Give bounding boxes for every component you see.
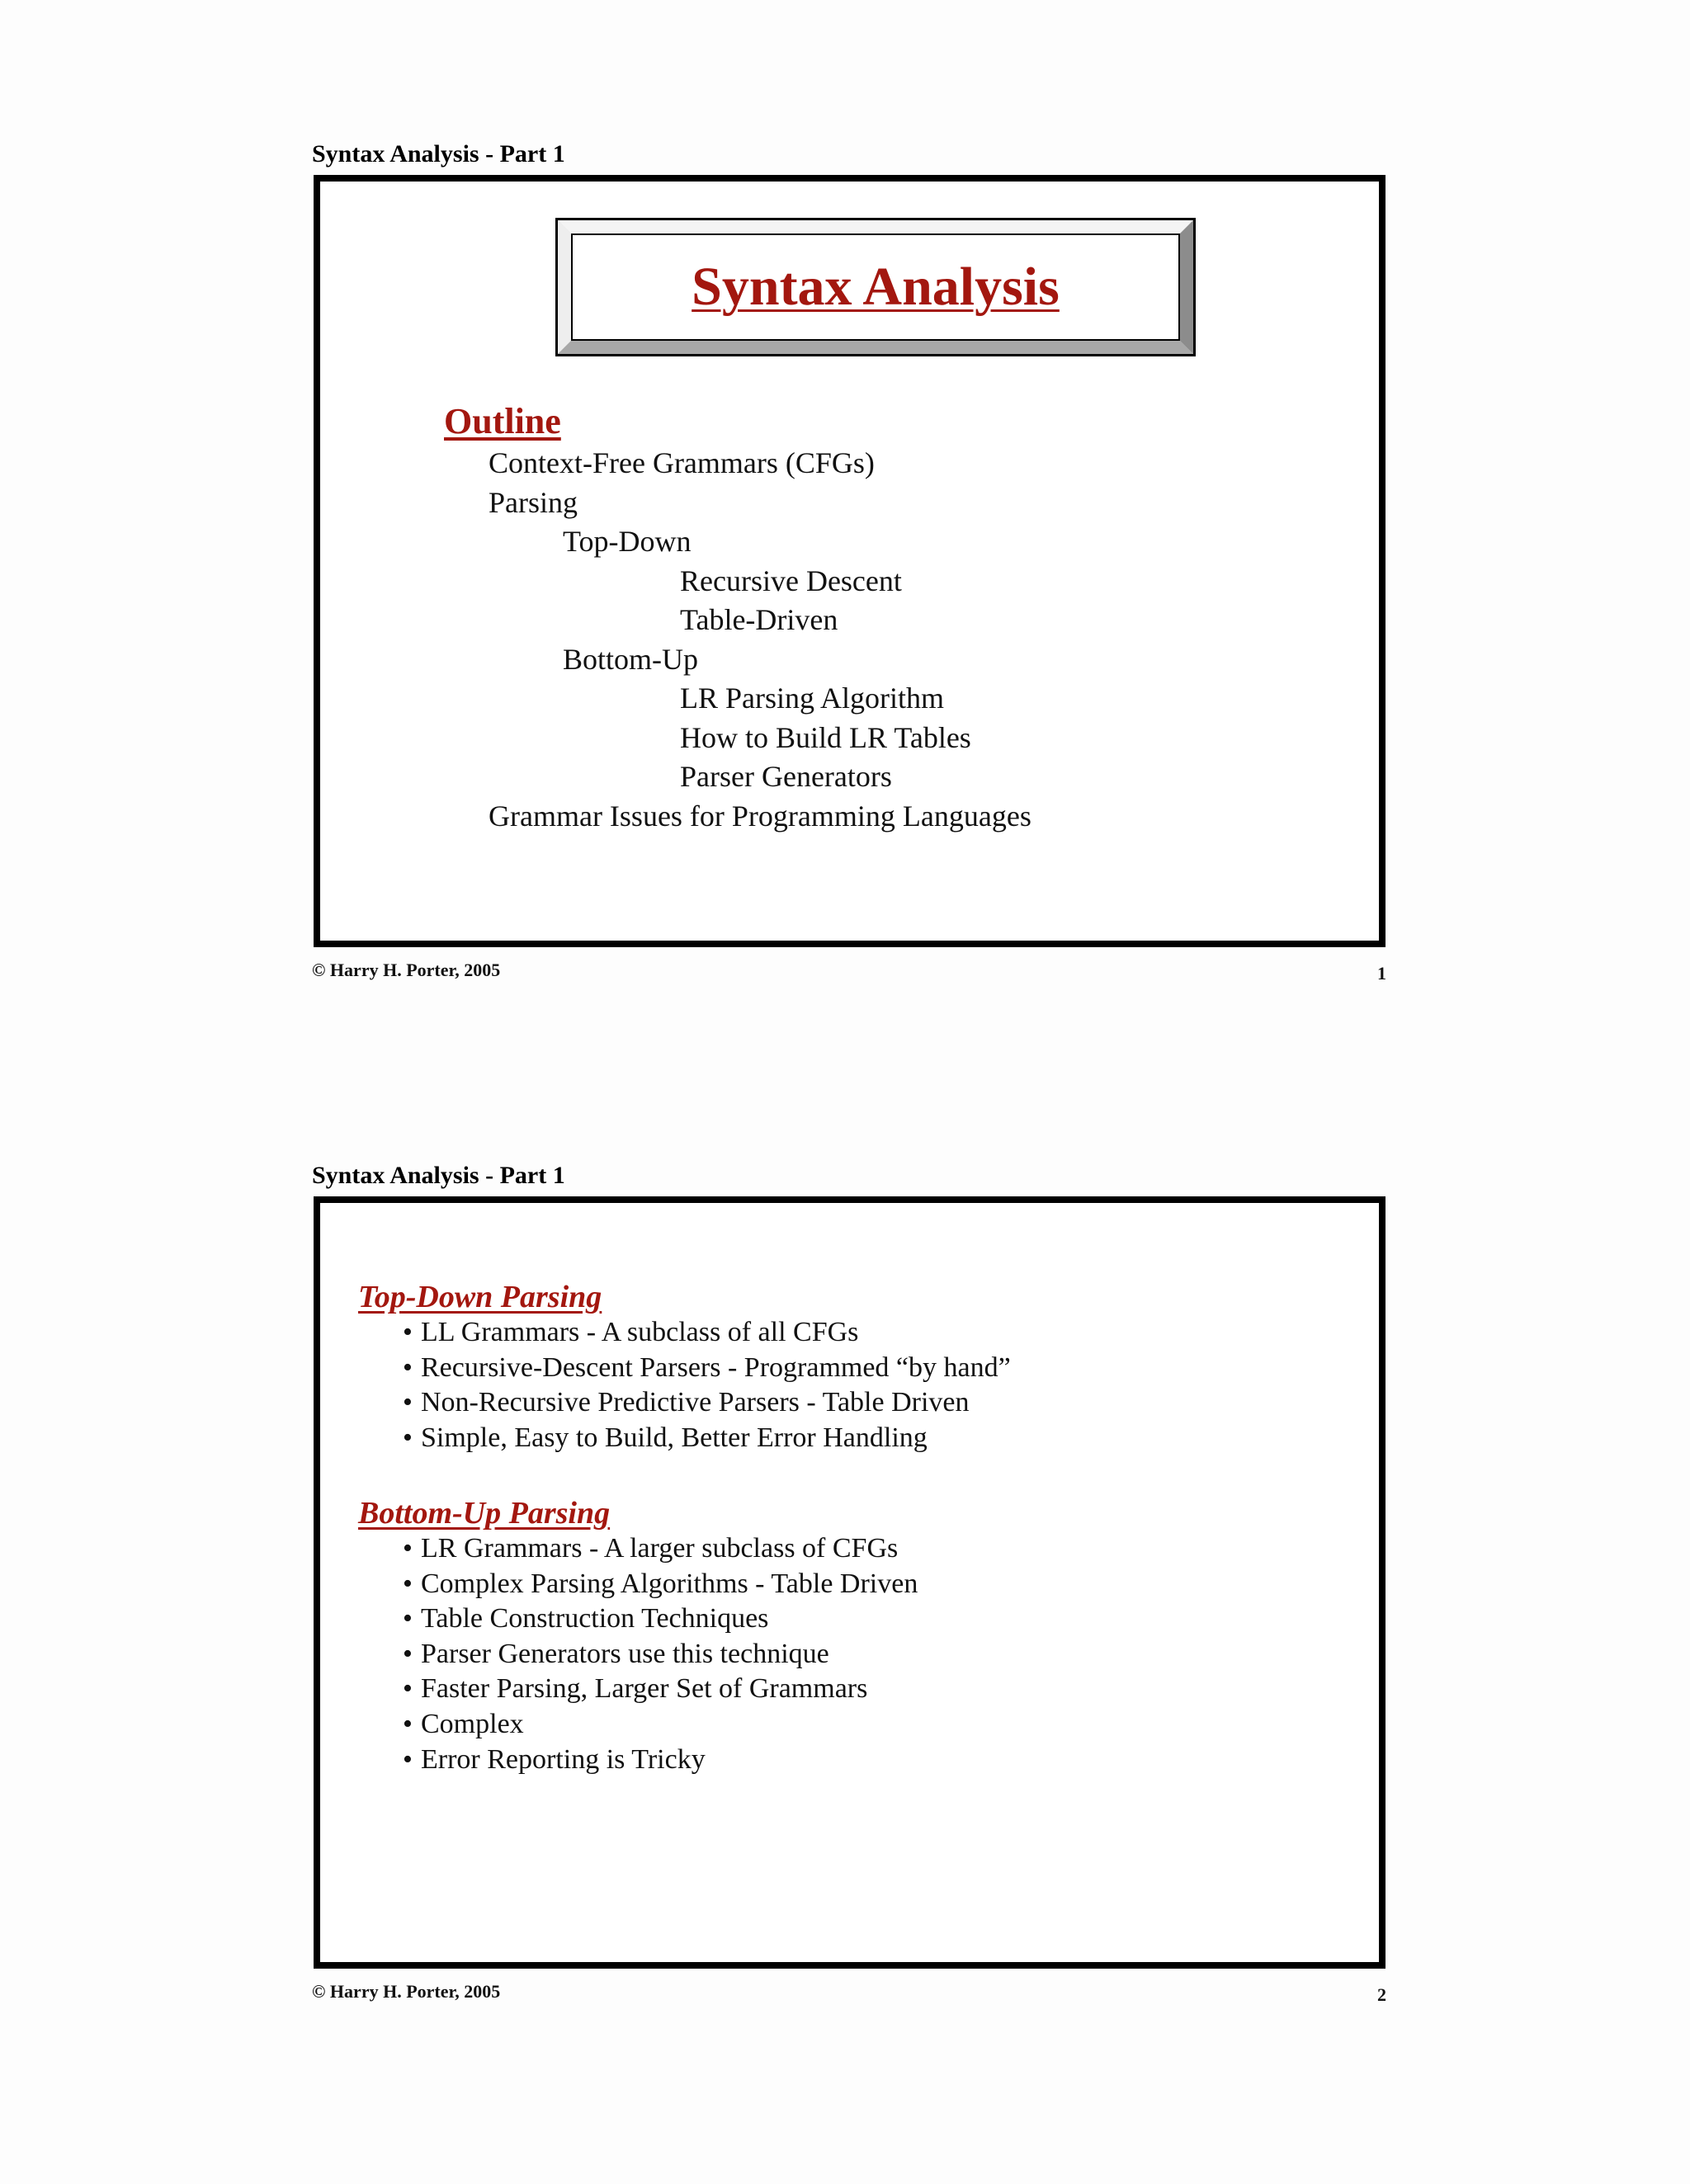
bullet-item — [403, 1315, 1011, 1351]
bullet-dot: • — [403, 1603, 413, 1634]
outline-heading: Outline — [444, 401, 561, 441]
bullet-dot: • — [403, 1387, 413, 1418]
title-inner — [571, 233, 1180, 341]
section-heading-top-down: Top-Down Parsing — [358, 1280, 602, 1314]
page-number: 2 — [1377, 1984, 1386, 2005]
bullet-text: Recursive-Descent Parsers - Programmed “by hand” — [421, 1351, 1011, 1383]
page-number: 1 — [1377, 963, 1386, 984]
slide-frame — [314, 1196, 1386, 1969]
title-box — [555, 218, 1196, 356]
outline-item: Context-Free Grammars (CFGs) — [489, 446, 875, 479]
bullet-item — [403, 1421, 1011, 1456]
bullet-text: LL Grammars - A subclass of all CFGs — [421, 1317, 859, 1347]
bullet-item — [403, 1601, 918, 1637]
bullet-dot: • — [403, 1673, 413, 1705]
bevel-edge — [558, 220, 1193, 233]
outline-item: LR Parsing Algorithm — [680, 682, 945, 715]
bullet-item — [403, 1672, 918, 1707]
bullet-text: LR Grammars - A larger subclass of CFGs — [421, 1533, 899, 1564]
bullet-text: Non-Recursive Predictive Parsers - Table Driven — [421, 1387, 970, 1418]
outline-item: Table-Driven — [680, 603, 838, 636]
bullet-text: Table Construction Techniques — [421, 1603, 769, 1634]
bullet-dot: • — [403, 1317, 413, 1347]
slide-title: Syntax Analysis — [692, 257, 1060, 317]
bevel-edge — [558, 341, 1193, 354]
outline-item: Parsing — [489, 485, 578, 519]
section-heading-bottom-up: Bottom-Up Parsing — [358, 1496, 611, 1531]
bullet-dot: • — [403, 1351, 413, 1383]
bullet-dot: • — [403, 1708, 413, 1739]
footer-copyright: © Harry H. Porter, 2005 — [312, 960, 501, 980]
bevel-edge — [558, 220, 571, 354]
slide-frame — [314, 175, 1386, 947]
bullet-text: Faster Parsing, Larger Set of Grammars — [421, 1673, 868, 1705]
outline-item: Bottom-Up — [563, 642, 699, 676]
outline-item: Grammar Issues for Programming Languages — [489, 799, 1031, 833]
outline-item: Parser Generators — [680, 760, 892, 793]
bullet-dot: • — [403, 1533, 413, 1564]
bullet-list-top-down — [403, 1315, 1011, 1455]
bullet-dot: • — [403, 1638, 413, 1669]
bullet-item — [403, 1707, 918, 1743]
bullet-dot: • — [403, 1743, 413, 1775]
bullet-item — [403, 1385, 1011, 1421]
bullet-text: Parser Generators use this technique — [421, 1638, 829, 1669]
bullet-item — [403, 1531, 918, 1567]
outline-item: Recursive Descent — [680, 564, 902, 597]
bullet-item — [403, 1743, 918, 1778]
bevel-edge — [1180, 220, 1193, 354]
bullet-dot: • — [403, 1568, 413, 1599]
footer-copyright: © Harry H. Porter, 2005 — [312, 1981, 501, 2002]
outline-list — [320, 444, 1031, 836]
outline-item: How to Build LR Tables — [680, 720, 971, 754]
bullet-item — [403, 1351, 1011, 1386]
bullet-text: Error Reporting is Tricky — [421, 1743, 706, 1775]
bullet-text: Complex Parsing Algorithms - Table Driven — [421, 1568, 918, 1599]
bullet-text: Simple, Easy to Build, Better Error Handling — [421, 1422, 928, 1453]
running-header: Syntax Analysis - Part 1 — [312, 1162, 565, 1189]
bullet-text: Complex — [421, 1708, 524, 1739]
running-header: Syntax Analysis - Part 1 — [312, 140, 565, 167]
bullet-item — [403, 1637, 918, 1672]
bullet-item — [403, 1567, 918, 1602]
bullet-dot: • — [403, 1422, 413, 1453]
bullet-list-bottom-up — [403, 1531, 918, 1777]
outline-item: Top-Down — [563, 525, 692, 558]
